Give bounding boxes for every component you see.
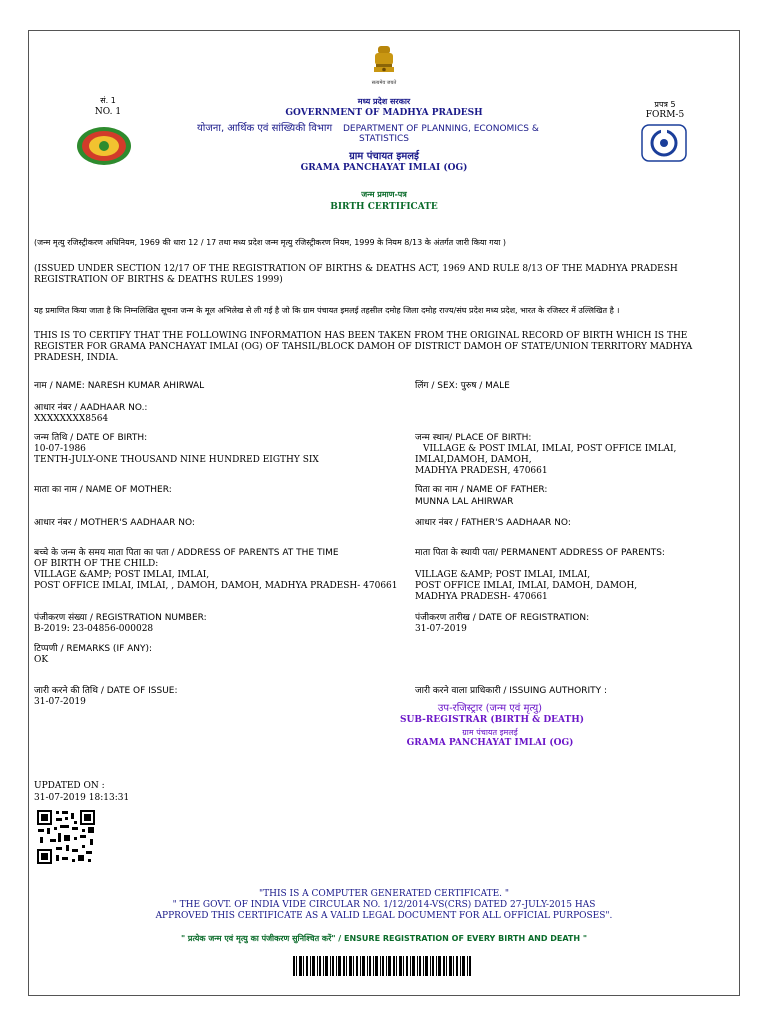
permanent-address-line3: MADHYA PRADESH- 470661 bbox=[415, 592, 548, 602]
certificate-border bbox=[28, 30, 740, 996]
dob-words: TENTH-JULY-ONE THOUSAND NINE HUNDRED EIGTHY SIX bbox=[34, 455, 319, 465]
gp-name-hi: ग्राम पंचायत इमलई bbox=[349, 151, 419, 162]
address-at-birth-line1: VILLAGE &AMP; POST IMLAI, IMLAI, bbox=[34, 570, 210, 580]
department-hi: योजना, आर्थिक एवं सांख्यिकी विभाग bbox=[197, 123, 333, 134]
issued-under-en: (ISSUED UNDER SECTION 12/17 OF THE REGISTRATION OF BIRTHS & DEATHS ACT, 1969 AND RULE 8/13 OF THE MADHYA PRADESH REGISTRATION OF BIRTHS & DEATHS RULES 1999) bbox=[34, 264, 678, 285]
authority-gp-en: GRAMA PANCHAYAT IMLAI (OG) bbox=[406, 738, 574, 748]
place-of-birth-line1: VILLAGE & POST IMLAI, IMLAI, POST OFFICE IMLAI, bbox=[423, 444, 677, 454]
ashoka-emblem-icon bbox=[362, 44, 406, 82]
aadhaar-value: XXXXXXXX8564 bbox=[34, 414, 109, 424]
authority-hi: उप-रजिस्ट्रार (जन्म एवं मृत्यु) bbox=[437, 703, 543, 714]
footer-slogan: " प्रत्येक जन्म एवं मृत्यु का पंजीकरण सुनिश्चित करें" / ENSURE REGISTRATION OF EVERY BIRTH AND DEATH " bbox=[180, 934, 588, 943]
remarks-value: OK bbox=[34, 655, 49, 665]
certify-en: THIS IS TO CERTIFY THAT THE FOLLOWING INFORMATION HAS BEEN TAKEN FROM THE ORIGINAL RECORD OF BIRTH WHICH IS THE REGISTER FOR GRAMA PANCHAYAT IMLAI (OG) OF TAHSIL/BLOCK DAMOH OF DISTRICT DAMOH OF STATE/UNION TERRITORY MADHYA PRADESH, INDIA. bbox=[34, 331, 693, 363]
title-hi: जन्म प्रमाण-पत्र bbox=[361, 190, 407, 199]
mother-name-label: माता का नाम / NAME OF MOTHER: bbox=[34, 485, 172, 495]
updated-on-label: UPDATED ON : bbox=[34, 781, 105, 791]
updated-on-value: 31-07-2019 18:13:31 bbox=[34, 793, 130, 803]
remarks-label: टिप्पणी / REMARKS (IF ANY): bbox=[34, 644, 153, 654]
aadhaar-label: आधार नंबर / AADHAAR NO.: bbox=[34, 403, 148, 413]
permanent-address-line2: POST OFFICE IMLAI, IMLAI, DAMOH, DAMOH, bbox=[415, 581, 638, 591]
permanent-address-line1: VILLAGE &AMP; POST IMLAI, IMLAI, bbox=[415, 570, 591, 580]
address-at-birth-label-2: OF BIRTH OF THE CHILD: bbox=[34, 559, 159, 569]
department-en-2: STATISTICS bbox=[359, 134, 409, 144]
mother-aadhaar-label: आधार नंबर / MOTHER'S AADHAAR NO: bbox=[34, 518, 195, 528]
father-name-label: पिता का नाम / NAME OF FATHER: bbox=[415, 485, 548, 495]
gp-name-en: GRAMA PANCHAYAT IMLAI (OG) bbox=[300, 163, 468, 173]
permanent-address-label: माता पिता के स्थायी पता/ PERMANENT ADDRESS OF PARENTS: bbox=[415, 548, 665, 558]
place-of-birth-line3: MADHYA PRADESH, 470661 bbox=[415, 466, 548, 476]
place-of-birth-line2: IMLAI,DAMOH, DAMOH, bbox=[415, 455, 532, 465]
sex-field: लिंग / SEX: पुरुष / MALE bbox=[415, 381, 510, 391]
issued-under-hi: (जन्म मृत्यु रजिस्ट्रीकरण अधिनियम, 1969 की धारा 12 / 17 तथा मध्य प्रदेश जन्म मृत्यु रजिस्ट्रीकरण नियम, 1999 के नियम 8/13 के अंतर्गत जारी किया गया ) bbox=[34, 238, 506, 247]
form-no-hi: प्रपत्र 5 bbox=[654, 100, 676, 109]
dob-value: 10-07-1986 bbox=[34, 444, 86, 454]
footer-line-1: "THIS IS A COMPUTER GENERATED CERTIFICATE. " bbox=[258, 889, 510, 899]
mp-state-logo bbox=[76, 126, 132, 166]
footer-line-2: " THE GOVT. OF INDIA VIDE CIRCULAR NO. 1/12/2014-VS(CRS) DATED 27-JULY-2015 HAS bbox=[172, 900, 596, 910]
qr-code bbox=[36, 809, 96, 865]
place-of-birth-label: जन्म स्थान/ PLACE OF BIRTH: bbox=[415, 433, 532, 443]
father-name-value: MUNNA LAL AHIRWAR bbox=[415, 497, 514, 507]
serial-no-en: NO. 1 bbox=[94, 107, 122, 117]
serial-no-hi: सं. 1 bbox=[100, 96, 116, 105]
registration-date-label: पंजीकरण तारीख / DATE OF REGISTRATION: bbox=[415, 613, 590, 623]
qr-code-icon bbox=[36, 809, 96, 865]
father-aadhaar-label: आधार नंबर / FATHER'S AADHAAR NO: bbox=[415, 518, 571, 528]
department-en: DEPARTMENT OF PLANNING, ECONOMICS & bbox=[342, 124, 539, 134]
certify-hi: यह प्रमाणित किया जाता है कि निम्नलिखित सूचना जन्म के मूल अभिलेख से ली गई है जो कि ग्राम पंचायत इमलई तहसील दमोह जिला दमोह राज्य/संघ प्रदेश मध्य प्रदेश, भारत के रजिस्टर में उल्लिखित है । bbox=[34, 306, 620, 315]
barcode-icon bbox=[293, 956, 473, 976]
issue-date-label: जारी करने की तिथि / DATE OF ISSUE: bbox=[34, 686, 178, 696]
authority-gp-hi: ग्राम पंचायत इमलई bbox=[462, 728, 518, 737]
form-no-en: FORM-5 bbox=[645, 110, 685, 120]
title-en: BIRTH CERTIFICATE bbox=[330, 202, 438, 212]
name-field: नाम / NAME: NARESH KUMAR AHIRWAL bbox=[34, 381, 205, 391]
issue-date-value: 31-07-2019 bbox=[34, 697, 86, 707]
dob-label: जन्म तिथि / DATE OF BIRTH: bbox=[34, 433, 148, 443]
barcode bbox=[293, 956, 473, 976]
authority-en: SUB-REGISTRAR (BIRTH & DEATH) bbox=[400, 715, 584, 725]
crs-logo bbox=[641, 124, 687, 162]
registration-number-label: पंजीकरण संख्या / REGISTRATION NUMBER: bbox=[34, 613, 207, 623]
registration-number-value: B-2019: 23-04856-000028 bbox=[34, 624, 154, 634]
national-emblem bbox=[362, 44, 406, 82]
address-at-birth-line2: POST OFFICE IMLAI, IMLAI, , DAMOH, DAMOH, MADHYA PRADESH- 470661 bbox=[34, 581, 398, 591]
crs-logo-icon bbox=[641, 124, 687, 162]
issuing-authority-label: जारी करने वाला प्राधिकारी / ISSUING AUTHORITY : bbox=[415, 686, 608, 696]
emblem-caption: सत्यमेव जयते bbox=[371, 80, 397, 86]
state-name-hi: मध्य प्रदेश सरकार bbox=[357, 97, 411, 106]
state-name-en: GOVERNMENT OF MADHYA PRADESH bbox=[285, 108, 483, 118]
footer-line-3: APPROVED THIS CERTIFICATE AS A VALID LEGAL DOCUMENT FOR ALL OFFICIAL PURPOSES". bbox=[155, 911, 613, 921]
mp-seal-icon bbox=[76, 126, 132, 166]
address-at-birth-label: बच्चे के जन्म के समय माता पिता का पता / ADDRESS OF PARENTS AT THE TIME bbox=[34, 548, 339, 558]
registration-date-value: 31-07-2019 bbox=[415, 624, 467, 634]
